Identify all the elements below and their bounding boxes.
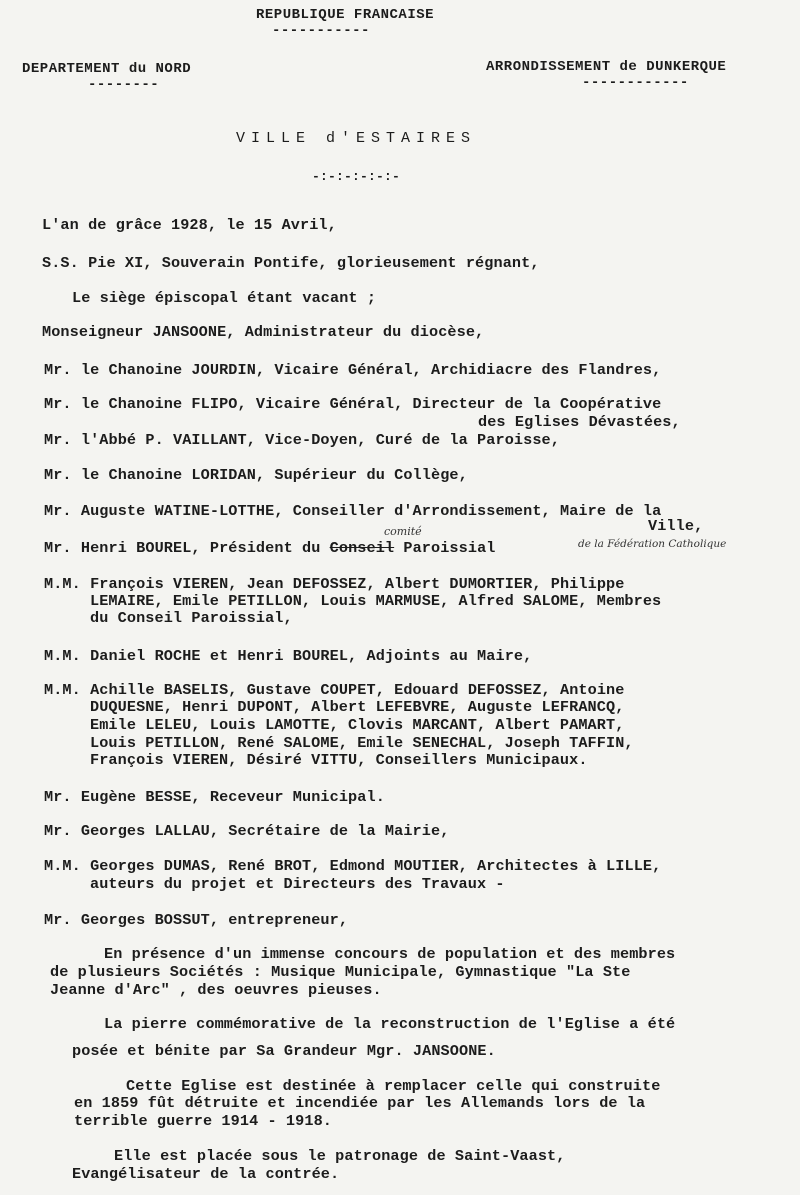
date-line: L'an de grâce 1928, le 15 Avril, — [42, 216, 337, 234]
paragraph-1-line-2: de plusieurs Sociétés : Musique Municipale, Gymnastique "La Ste — [50, 963, 631, 981]
adjoints-line: M.M. Daniel ROCHE et Henri BOUREL, Adjoints au Maire, — [44, 647, 533, 665]
republic-rule: ----------- — [272, 23, 370, 39]
architects-line-1: M.M. Georges DUMAS, René BROT, Edmond MOUTIER, Architectes à LILLE, — [44, 857, 662, 875]
entrepreneur-line: Mr. Georges BOSSUT, entrepreneur, — [44, 911, 349, 929]
bourel-line-start: Mr. Henri BOUREL, Président du — [44, 539, 330, 557]
handwritten-annotation: de la Fédération Catholique — [578, 538, 727, 550]
flipo-line-cont: des Eglises Dévastées, — [478, 413, 681, 431]
bourel-line-end: Paroissial — [394, 539, 496, 557]
municipal-line-4: Louis PETILLON, René SALOME, Emile SENECHAL, Joseph TAFFIN, — [90, 734, 634, 752]
see-vacant-line: Le siège épiscopal étant vacant ; — [72, 289, 377, 307]
vaillant-line: Mr. l'Abbé P. VAILLANT, Vice-Doyen, Curé de la Paroisse, — [44, 431, 560, 449]
administrator-line: Monseigneur JANSOONE, Administrateur du diocèse, — [42, 323, 485, 341]
paragraph-4-line-2: Evangélisateur de la contrée. — [72, 1165, 340, 1183]
receveur-line: Mr. Eugène BESSE, Receveur Municipal. — [44, 788, 385, 806]
department-heading: DEPARTEMENT du NORD — [22, 61, 192, 77]
struck-word: Conseil — [329, 539, 395, 557]
architects-line-2: auteurs du projet et Directeurs des Travaux - — [90, 875, 505, 893]
watine-line: Mr. Auguste WATINE-LOTTHE, Conseiller d'Arrondissement, Maire de la — [44, 502, 662, 520]
bourel-line — [44, 539, 496, 557]
title-ornament: -:-:-:-:-:- — [312, 169, 401, 184]
paragraph-2-line-2: posée et bénite par Sa Grandeur Mgr. JANSOONE. — [72, 1042, 496, 1060]
council-line-3: du Conseil Paroissial, — [90, 609, 293, 627]
municipal-line-5: François VIEREN, Désiré VITTU, Conseillers Municipaux. — [90, 751, 588, 769]
paragraph-3-line-2: en 1859 fût détruite et incendiée par les Allemands lors de la — [74, 1094, 646, 1112]
flipo-line: Mr. le Chanoine FLIPO, Vicaire Général, Directeur de la Coopérative — [44, 395, 662, 413]
municipal-line-3: Emile LELEU, Louis LAMOTTE, Clovis MARCANT, Albert PAMART, — [90, 716, 625, 734]
municipal-line-1: M.M. Achille BASELIS, Gustave COUPET, Edouard DEFOSSEZ, Antoine — [44, 681, 625, 699]
arrondissement-rule: ------------ — [582, 75, 689, 91]
secretaire-line: Mr. Georges LALLAU, Secrétaire de la Mairie, — [44, 822, 450, 840]
loridan-line: Mr. le Chanoine LORIDAN, Supérieur du Collège, — [44, 466, 468, 484]
paragraph-1-line-1: En présence d'un immense concours de population et des membres — [104, 945, 676, 963]
page-title: VILLE d'ESTAIRES — [236, 130, 477, 147]
council-line-1: M.M. François VIEREN, Jean DEFOSSEZ, Albert DUMORTIER, Philippe — [44, 575, 625, 593]
paragraph-3-line-1: Cette Eglise est destinée à remplacer celle qui construite — [126, 1077, 661, 1095]
department-rule: -------- — [88, 77, 160, 93]
paragraph-3-line-3: terrible guerre 1914 - 1918. — [74, 1112, 332, 1130]
arrondissement-heading: ARRONDISSEMENT de DUNKERQUE — [486, 59, 727, 75]
jourdin-line: Mr. le Chanoine JOURDIN, Vicaire Général, Archidiacre des Flandres, — [44, 361, 662, 379]
paragraph-2-line-1: La pierre commémorative de la reconstruction de l'Eglise a été — [104, 1015, 676, 1033]
handwritten-insert: comité — [384, 525, 422, 538]
council-line-2: LEMAIRE, Emile PETILLON, Louis MARMUSE, Alfred SALOME, Membres — [90, 592, 662, 610]
paragraph-4-line-1: Elle est placée sous le patronage de Saint-Vaast, — [114, 1147, 566, 1165]
republic-heading: REPUBLIQUE FRANCAISE — [256, 7, 435, 23]
municipal-line-2: DUQUESNE, Henri DUPONT, Albert LEFEBVRE, Auguste LEFRANCQ, — [90, 698, 625, 716]
watine-line-cont: Ville, — [648, 517, 704, 535]
paragraph-1-line-3: Jeanne d'Arc" , des oeuvres pieuses. — [50, 981, 382, 999]
pope-line: S.S. Pie XI, Souverain Pontife, glorieusement régnant, — [42, 254, 540, 272]
